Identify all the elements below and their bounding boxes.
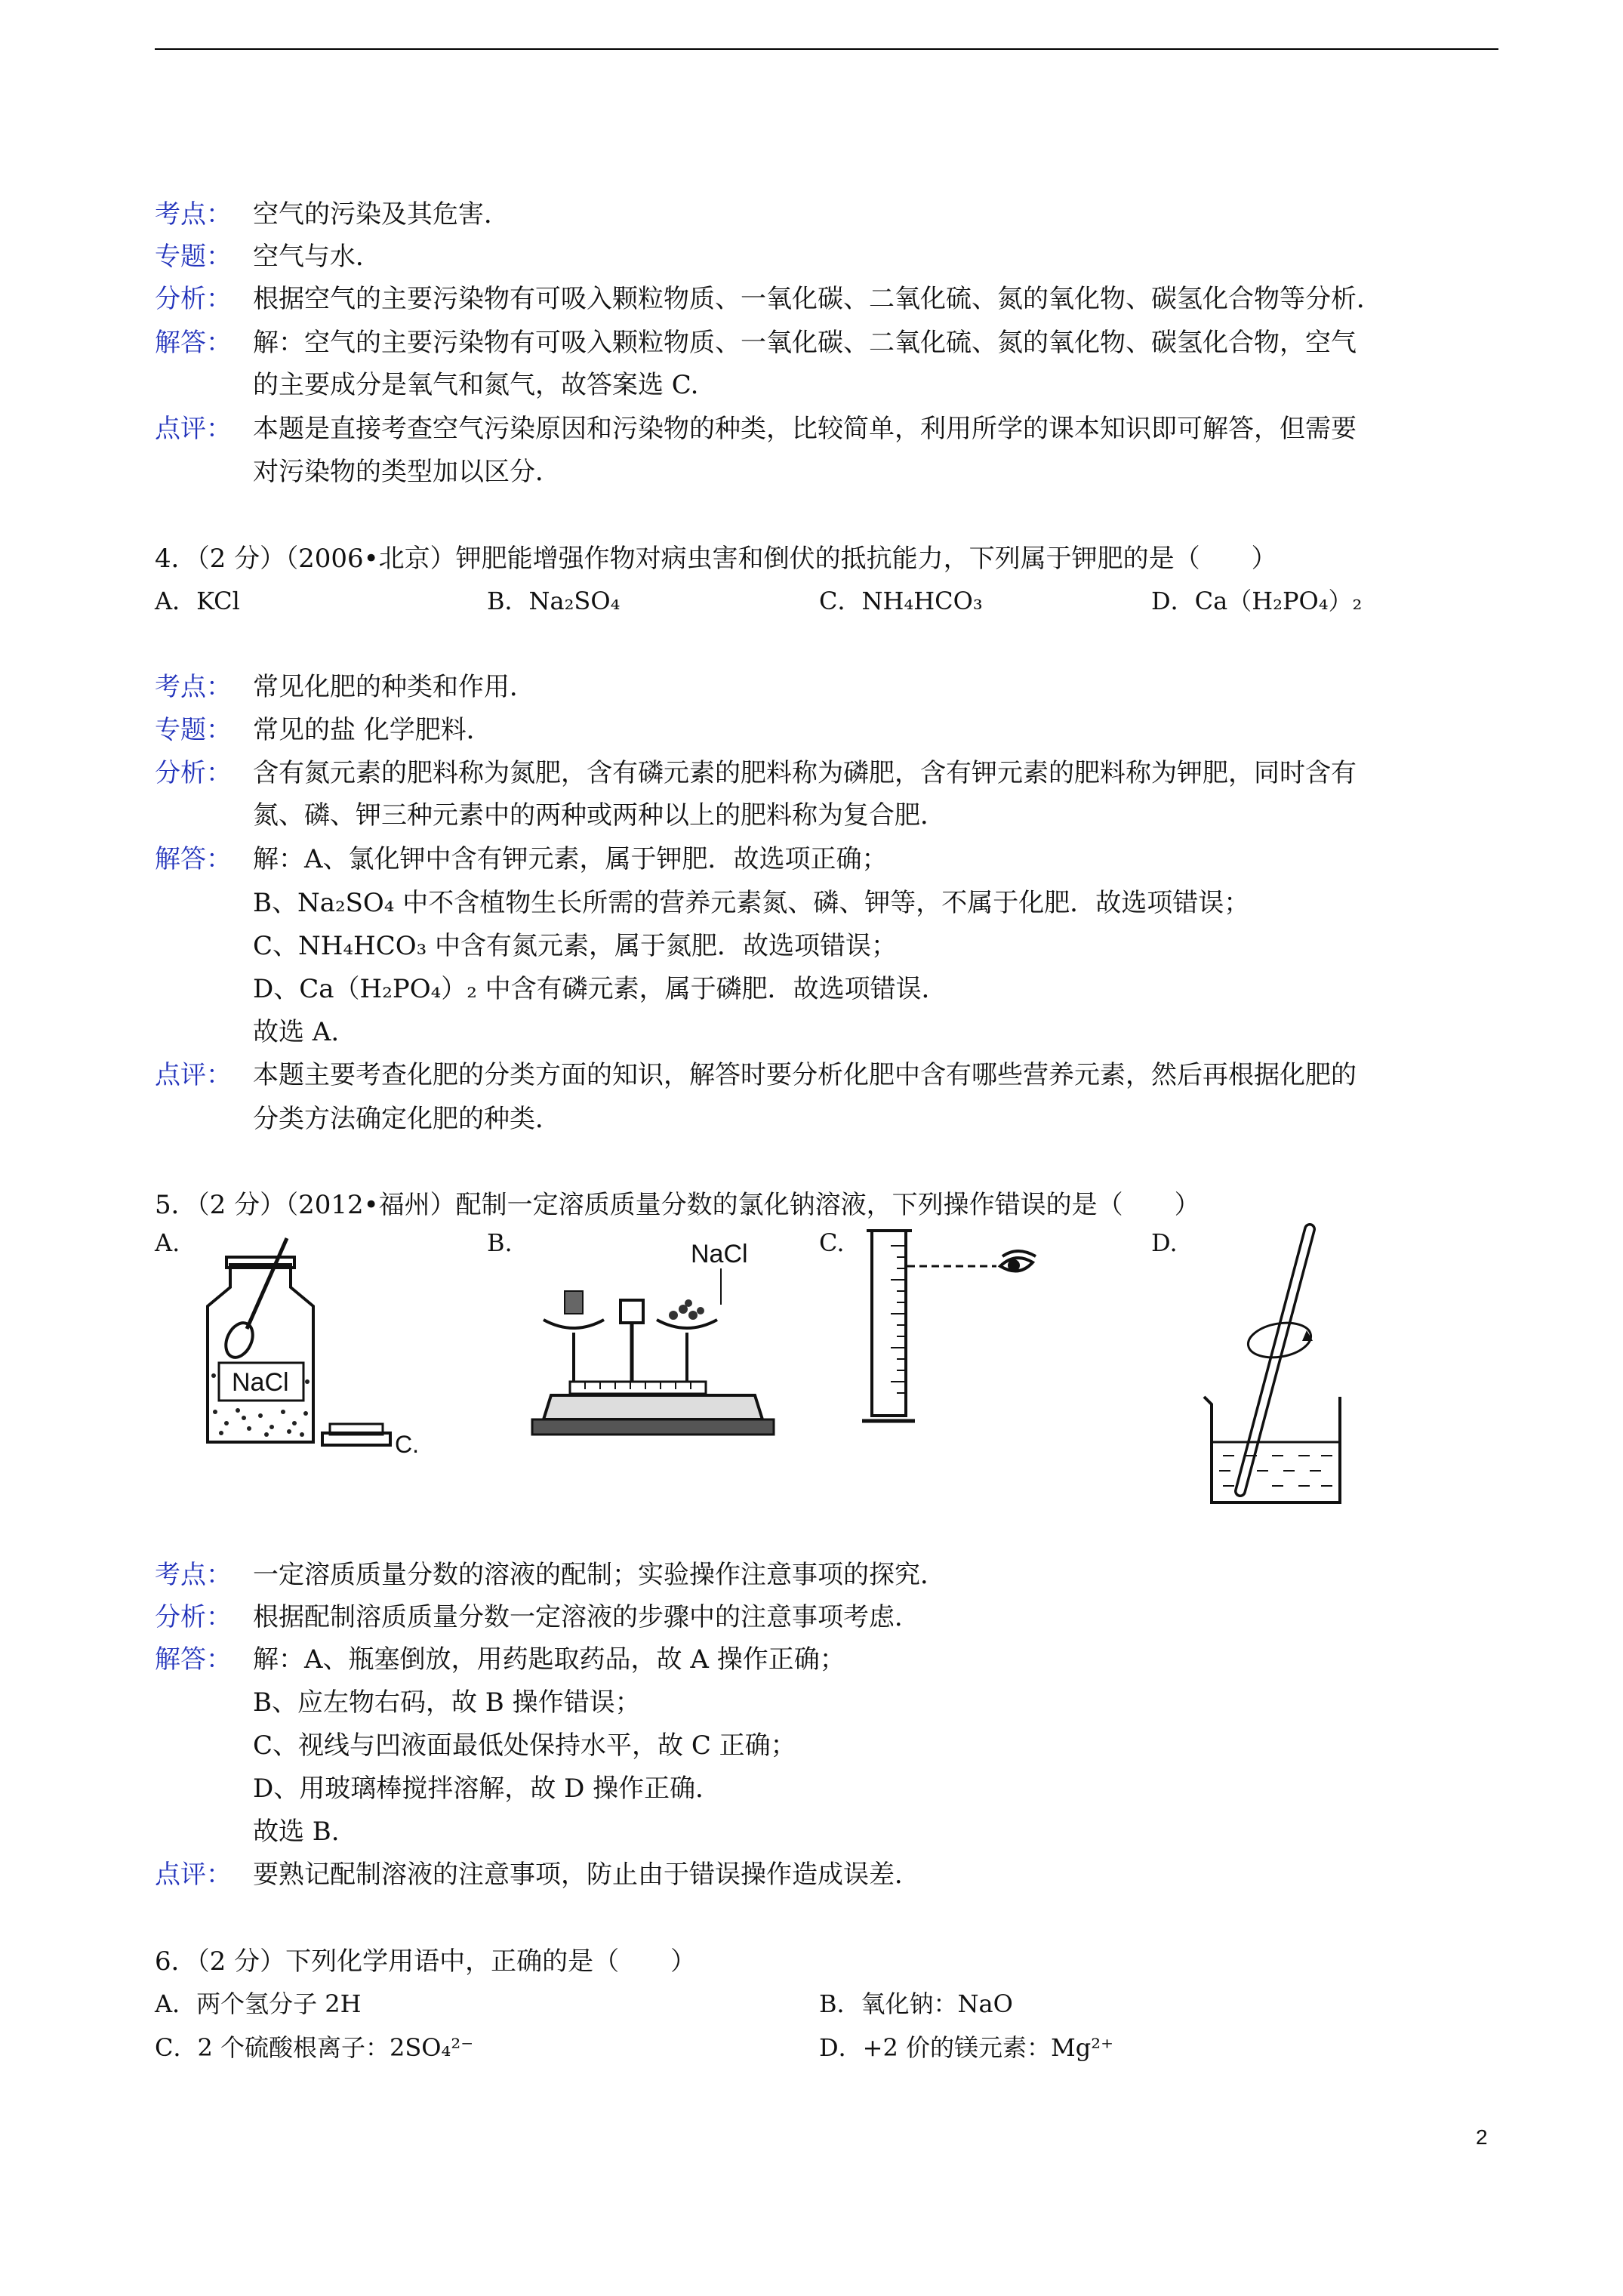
- zhuanti-text: 常见的盐 化学肥料．: [253, 715, 492, 745]
- figure-b-balance: [528, 1231, 785, 1450]
- q5-jieda-line2: B、应左物右码，故 B 操作错误；: [253, 1687, 641, 1718]
- q4-stem: 4．（2 分）（2006•北京）钾肥能增强作物对病虫害和倒伏的抵抗能力，下列属于钾肥的是（ ）: [155, 544, 1277, 574]
- zhuanti-label: 专题：: [155, 715, 232, 745]
- q4-dianping-line2: 分类方法确定化肥的种类．: [253, 1104, 561, 1134]
- kaodian-label: 考点：: [155, 672, 232, 702]
- dianping-label: 点评：: [155, 1060, 232, 1090]
- fenxi-label: 分析：: [155, 284, 232, 314]
- q4-jieda-line3: C、NH₄HCO₃ 中含有氮元素，属于氮肥．故选项错误；: [253, 931, 898, 961]
- q5-jieda: [155, 1643, 1498, 1676]
- q4-option-a: A．KCl: [155, 587, 240, 615]
- q3-dianping-line2: 对污染物的类型加以区分．: [253, 457, 561, 487]
- q4-fenxi: [155, 757, 1498, 790]
- q5-jieda-line3: C、视线与凹液面最低处保持水平，故 C 正确；: [253, 1730, 796, 1761]
- fenxi-label: 分析：: [155, 758, 232, 788]
- figure-a-nacl-label: NaCl: [232, 1368, 289, 1397]
- q5-option-b: B.: [487, 1228, 513, 1257]
- zhuanti-label: 专题：: [155, 242, 232, 272]
- kaodian-text: 常见化肥的种类和作用．: [253, 672, 535, 702]
- q5-jieda-line4: D、用玻璃棒搅拌溶解，故 D 操作正确．: [253, 1774, 722, 1804]
- q3-kaodian: [155, 198, 1498, 231]
- q6-option-c: C．2 个硫酸根离子：2SO₄²⁻: [155, 2033, 474, 2062]
- kaodian-label: 考点：: [155, 199, 232, 230]
- q4-dianping: [155, 1059, 1498, 1092]
- figure-d-beaker-stirring: [1189, 1223, 1385, 1510]
- dianping-text: 要熟记配制溶液的注意事项，防止由于错误操作造成误差．: [253, 1860, 920, 1890]
- kaodian-text: 一定溶质质量分数的溶液的配制；实验操作注意事项的探究．: [253, 1560, 946, 1590]
- q4-jieda-line4: D、Ca（H₂PO₄）₂ 中含有磷元素，属于磷肥．故选项错误．: [253, 974, 947, 1004]
- q5-option-c: C.: [819, 1228, 845, 1257]
- fenxi-line1: 含有氮元素的肥料称为氮肥，含有磷元素的肥料称为磷肥，含有钾元素的肥料称为钾肥，同时含有: [253, 758, 1357, 788]
- jieda-line1: 解：空气的主要污染物有可吸入颗粒物质、一氧化碳、二氧化硫、氮的氧化物、碳氢化合物，空气: [253, 328, 1357, 358]
- jieda-label: 解答：: [155, 1644, 232, 1675]
- q3-zhuanti: [155, 240, 1498, 273]
- q6-option-d: D．+2 价的镁元素：Mg²⁺: [819, 2033, 1113, 2062]
- dianping-line1: 本题主要考查化肥的分类方面的知识，解答时要分析化肥中含有哪些营养元素，然后再根据化肥的: [253, 1060, 1357, 1090]
- q6-stem: 6．（2 分）下列化学用语中，正确的是（ ）: [155, 1946, 697, 1977]
- q6-option-b: B．氧化钠：NaO: [819, 1989, 1013, 2018]
- kaodian-text: 空气的污染及其危害．: [253, 199, 510, 230]
- figure-b-nacl-label: NaCl: [691, 1240, 748, 1268]
- q5-dianping: [155, 1858, 1498, 1891]
- q4-zhuanti: [155, 713, 1498, 747]
- header-rule: [155, 48, 1498, 50]
- figure-a-reagent-bottle: [192, 1231, 449, 1457]
- q5-jieda-line5: 故选 B.: [253, 1817, 340, 1847]
- fenxi-text: 根据空气的主要污染物有可吸入颗粒物质、一氧化碳、二氧化硫、氮的氧化物、碳氢化合物等分析．: [253, 284, 1382, 314]
- q4-option-d: D．Ca（H₂PO₄）₂: [1151, 587, 1363, 615]
- q5-fenxi: [155, 1601, 1498, 1634]
- jieda-label: 解答：: [155, 844, 232, 874]
- q3-jieda-line2: 的主要成分是氧气和氮气，故答案选 C.: [253, 370, 699, 400]
- q5-stem: 5．（2 分）（2012•福州）配制一定溶质质量分数的氯化钠溶液，下列操作错误的是（ ）: [155, 1190, 1200, 1220]
- zhuanti-text: 空气与水．: [253, 242, 381, 272]
- figure-a-c-label: C.: [395, 1431, 419, 1457]
- q4-fenxi-line2: 氮、磷、钾三种元素中的两种或两种以上的肥料称为复合肥．: [253, 800, 946, 831]
- jieda-label: 解答：: [155, 328, 232, 358]
- dianping-label: 点评：: [155, 414, 232, 444]
- q4-option-b: B．Na₂SO₄: [487, 587, 621, 615]
- q4-option-c: C．NH₄HCO₃: [819, 587, 983, 615]
- kaodian-label: 考点：: [155, 1560, 232, 1590]
- q3-dianping: [155, 412, 1498, 445]
- q6-option-a: A．两个氢分子 2H: [155, 1989, 362, 2018]
- jieda-line1: 解：A、瓶塞倒放，用药匙取药品，故 A 操作正确；: [253, 1644, 845, 1675]
- jieda-line1: 解：A、氯化钾中含有钾元素，属于钾肥．故选项正确；: [253, 844, 888, 874]
- page-number: 2: [1476, 2125, 1488, 2149]
- q4-jieda-line2: B、Na₂SO₄ 中不含植物生长所需的营养元素氮、磷、钾等，不属于化肥．故选项错误；: [253, 888, 1250, 918]
- q4-jieda: [155, 843, 1498, 876]
- q5-option-d: D.: [1151, 1228, 1178, 1257]
- q4-kaodian: [155, 670, 1498, 704]
- q3-jieda: [155, 326, 1498, 359]
- q4-jieda-line5: 故选 A.: [253, 1017, 340, 1047]
- q5-option-a: A.: [155, 1228, 180, 1257]
- dianping-line1: 本题是直接考查空气污染原因和污染物的种类，比较简单，利用所学的课本知识即可解答，但需要: [253, 414, 1357, 444]
- figure-c-graduated-cylinder: [861, 1223, 1102, 1427]
- fenxi-text: 根据配制溶质质量分数一定溶液的步骤中的注意事项考虑．: [253, 1602, 920, 1632]
- q3-fenxi: [155, 282, 1498, 316]
- q5-kaodian: [155, 1558, 1498, 1592]
- fenxi-label: 分析：: [155, 1602, 232, 1632]
- dianping-label: 点评：: [155, 1860, 232, 1890]
